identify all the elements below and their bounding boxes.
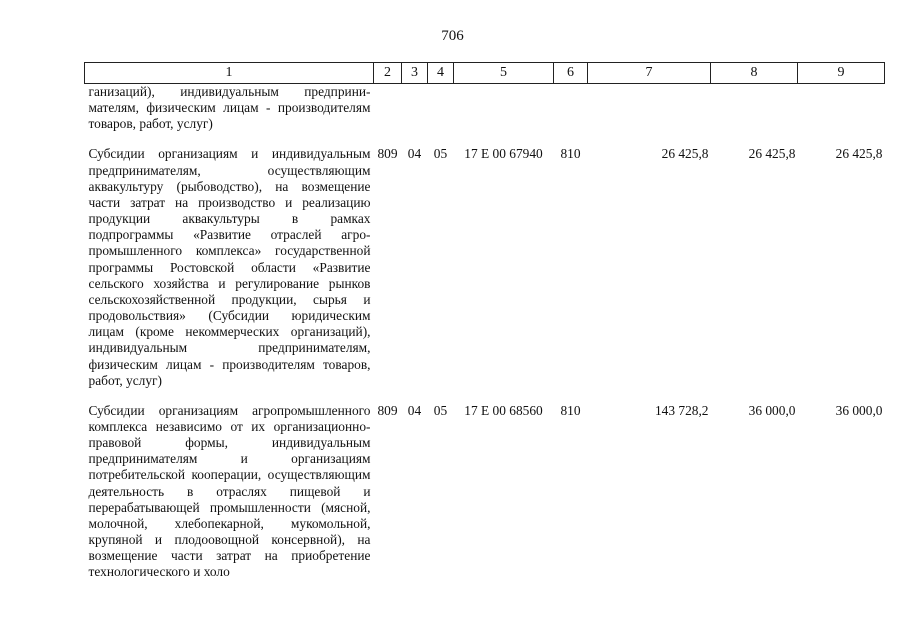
row-spacer [85,132,885,146]
cell-section [402,84,428,133]
header-cell-7: 7 [588,63,711,84]
cell-amount-3: 26 425,8 [835,146,883,162]
row-description: Субсидии организациям и индивидуальным предпринимателям, осуществляющим аквакультуру (рыбоводство), на возмещение части затрат на производство и реализацию продукции аквакультуры в рамках подпрограммы «Развитие отраслей агропромышленного комплекса» государственной программы Ростовской области «Развитие сельского хозяйства и регулирование рынков сельскохозяйственной продукции, сырья и продовольствия» (Субсидии юридическим лицам (кроме некоммерческих организаций), индивидуальным предпринимателям, физическим лицам - производителям товаров, работ, услуг) [88,146,371,388]
table-row [85,403,885,581]
cell-section: 04 [407,146,422,162]
cell-target-article: 17 Е 00 67940 [464,146,543,162]
cell-code-ministry: 809 [377,402,398,418]
cell-expense-type [554,84,588,133]
table-row [85,84,885,133]
header-cell-9: 9 [798,63,885,84]
header-cell-6: 6 [554,63,588,84]
table-header-row [85,63,885,84]
cell-amount-1 [588,84,711,133]
header-cell-4: 4 [428,63,454,84]
row-description: Субсидии организациям агропромышленного комплекса независимо от их организационно-правовой формы, индивидуальным предпринимателям и организациям потребительской кооперации, осуществляющим деятельность в отраслях пищевой и перерабатывающей промышленности (мясной, молочной, хлебопекарной, мукомольной, крупяной и плодоовощной консервной), на возмещение части затрат на приобретение технологического и холо [88,402,371,580]
cell-subsection: 05 [433,402,448,418]
cell-amount-2 [711,84,798,133]
header-cell-2: 2 [374,63,402,84]
cell-section: 04 [407,402,422,418]
cell-amount-2: 36 000,0 [748,402,796,418]
cell-amount-3 [798,84,885,133]
header-cell-1: 1 [85,63,374,84]
budget-table [84,62,885,581]
cell-amount-1: 26 425,8 [661,146,709,162]
cell-amount-3: 36 000,0 [835,402,883,418]
cell-code-ministry [374,84,402,133]
cell-subsection: 05 [433,146,448,162]
cell-amount-1: 143 728,2 [654,402,709,418]
cell-expense-type: 810 [560,146,581,162]
cell-expense-type: 810 [560,402,581,418]
cell-target-article: 17 Е 00 68560 [464,402,543,418]
page-number: 706 [441,28,464,44]
row-spacer [85,389,885,403]
row-description: ганизаций), индивидуальным предпринимателям, физическим лицам - производителям товаров, работ, услуг) [88,84,371,132]
table-row [85,146,885,388]
header-cell-5: 5 [454,63,554,84]
header-cell-8: 8 [711,63,798,84]
cell-amount-2: 26 425,8 [748,146,796,162]
cell-code-ministry: 809 [377,146,398,162]
cell-target-article [454,84,554,133]
header-cell-3: 3 [402,63,428,84]
cell-subsection [428,84,454,133]
